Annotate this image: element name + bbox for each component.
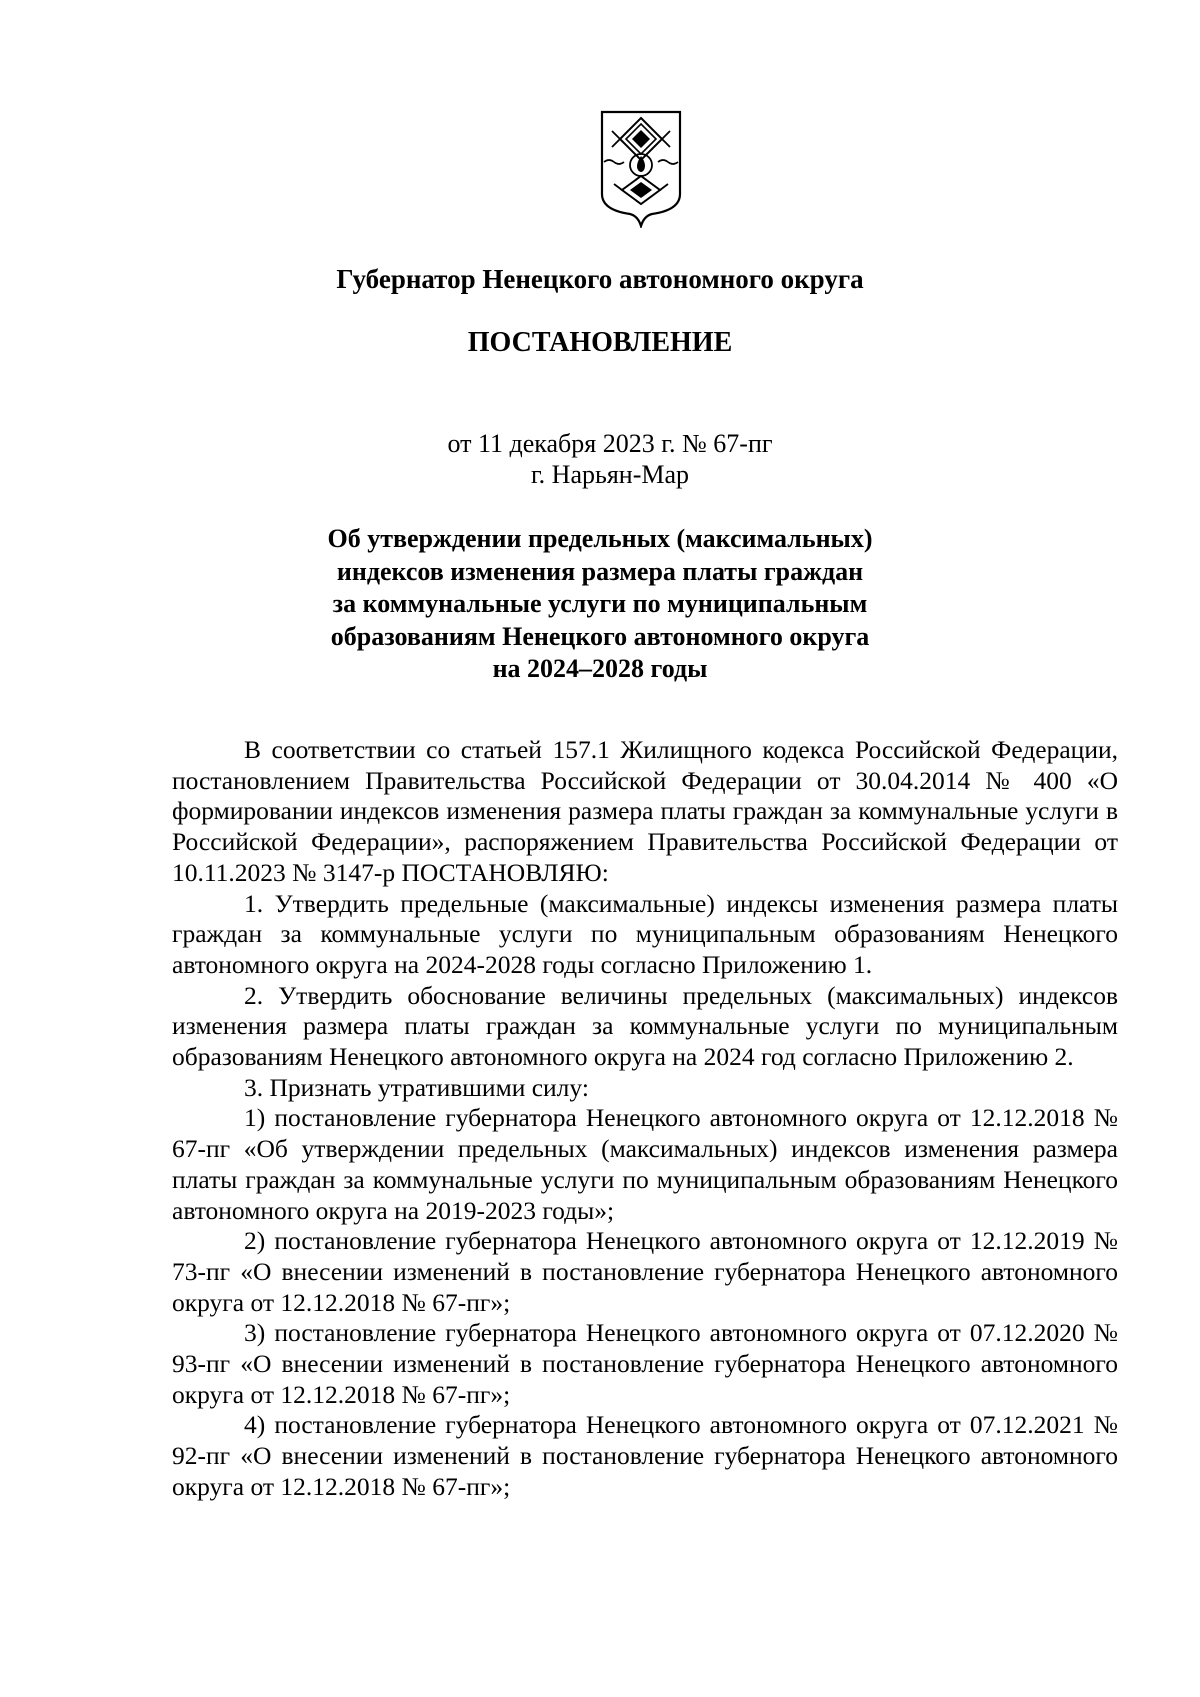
subclause-3: 3) постановление губернатора Ненецкого автономного округа от 07.12.2020 № 93-пг «О внесении изменений в постановление губернатора Ненецкого автономного округа от 12.12.2018 № 67-пг»; [172,1318,1118,1409]
coat-of-arms-icon [600,110,682,228]
issuing-authority: Губернатор Ненецкого автономного округа [336,264,864,294]
subclause-1: 1) постановление губернатора Ненецкого автономного округа от 12.12.2018 № 67-пг «Об утверждении предельных (максимальных) индексов изменения размера платы граждан за коммунальные услуги по муниципальным образованиям Ненецкого автономного округа на 2019-2023 годы»; [172,1103,1118,1225]
subject-line: на 2024–2028 годы [492,654,708,683]
subclause-4: 4) постановление губернатора Ненецкого автономного округа от 07.12.2021 № 92-пг «О внесении изменений в постановление губернатора Ненецкого автономного округа от 12.12.2018 № 67-пг»; [172,1410,1118,1501]
subject-line: образованиям Ненецкого автономного округа [330,621,870,651]
subclause-2: 2) постановление губернатора Ненецкого автономного округа от 12.12.2019 № 73-пг «О внесении изменений в постановление губернатора Ненецкого автономного округа от 12.12.2018 № 67-пг»; [172,1226,1118,1317]
document-subject [0,523,1200,686]
place: г. Нарьян-Мар [530,460,690,489]
date-number: от 11 декабря 2023 г. № 67-пг [447,429,773,458]
clause-2: 2. Утвердить обоснование величины предельных (максимальных) индексов изменения размера платы граждан за коммунальные услуги по муниципальным образованиям Ненецкого автономного округа на 2024 год согласно Приложению 2. [172,980,1118,1072]
subject-line: Об утверждении предельных (максимальных) [327,524,873,553]
document-type-title: ПОСТАНОВЛЕНИЕ [467,327,733,358]
document-body [172,735,1118,1503]
clause-3: 3. Признать утратившими силу: [244,1072,589,1102]
date-place-block [0,428,1200,490]
subject-line: за коммунальные услуги по муниципальным [332,589,868,618]
clause-1: 1. Утвердить предельные (максимальные) индексы изменения размера платы граждан за коммунальные услуги по муниципальным образованиям Ненецкого автономного округа на 2024-2028 годы согласно Приложению 1. [172,888,1118,979]
subject-line: индексов изменения размера платы граждан [336,556,864,586]
preamble-paragraph: В соответствии со статьей 157.1 Жилищного кодекса Российской Федерации, постановлением Правительства Российской Федерации от 30.04.2014 № 400 «О формировании индексов изменения размера платы граждан за коммунальные услуги в Российской Федерации», распоряжением Правительства Российской Федерации от 10.11.2023 № 3147-р ПОСТАНОВЛЯЮ: [172,735,1118,887]
